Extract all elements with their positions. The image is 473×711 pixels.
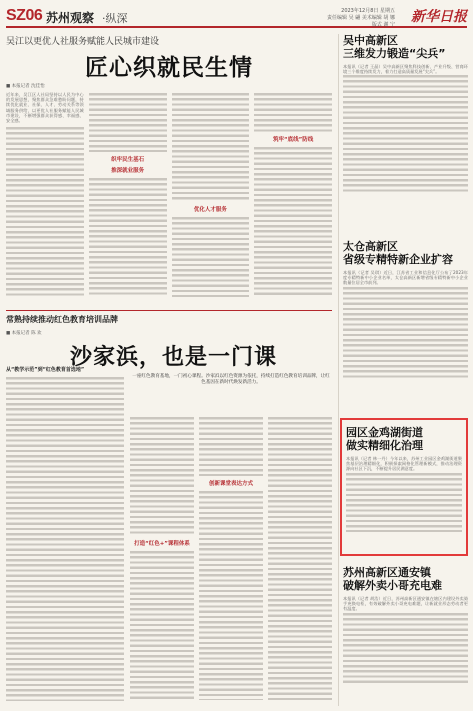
article-subhead: 推深就业服务: [111, 168, 145, 174]
section-subtitle: ·纵深: [102, 12, 128, 25]
body-text-lines: [89, 92, 167, 152]
newspaper-brand-logo: 新华日报: [411, 9, 467, 25]
article-headline: 匠心织就民生情: [85, 55, 253, 81]
article-subhead: 筑牢“底线”防线: [273, 137, 314, 143]
news-brief-taicang: [343, 240, 468, 400]
brief-lead: 本报讯（记者 林一丹）今年以来，苏州工业园区金鸡湖街道聚焦基层治理精细化，积极探索网格化管理新模式，推动治理资源向社区下沉，不断提升居民满意度。: [346, 456, 462, 472]
brief-body: [343, 596, 468, 696]
body-text-lines: [6, 126, 84, 296]
masthead: [6, 6, 467, 28]
article-shajiabang: [6, 326, 332, 706]
section-name: 苏州观察: [46, 11, 95, 25]
brief-body: [343, 270, 468, 390]
article-question: 从“教学示范”到“红色教育首选地”: [6, 367, 85, 373]
article-intro: 一座红色教育基地，一门初心课程。沙家浜以红色资源为依托，持续打造红色教育培训品牌，让红色基因在新时代焕发新活力。: [132, 374, 330, 385]
body-text-lines: [199, 416, 263, 476]
right-news-column: [338, 34, 467, 706]
body-column: [172, 92, 250, 297]
body-column: [199, 416, 263, 704]
body-column: [6, 92, 84, 297]
body-text-lines: [268, 416, 332, 701]
body-text-lines: [343, 612, 468, 684]
article-body-columns: [130, 416, 332, 704]
body-text-lines: [343, 74, 468, 194]
article-headline: 沙家浜，也是一门课: [70, 345, 278, 370]
article-subhead: 织牢民生基石: [111, 157, 145, 163]
article-subhead: 优化人才服务: [193, 207, 227, 213]
news-brief-wuzhong: [343, 34, 468, 224]
article-byline: ■ 本报记者 陈 欢: [6, 331, 42, 336]
body-text-lines: [254, 92, 332, 132]
body-text-lines: [130, 416, 194, 536]
body-text-lines: [172, 92, 250, 202]
page-number: SZ06: [6, 7, 43, 24]
body-column: [130, 416, 194, 704]
news-brief-jinjihu-highlighted: [340, 418, 468, 556]
body-text-lines: [130, 550, 194, 700]
body-text-lines: [199, 490, 263, 700]
brief-headline: 太仓高新区 省级专精特新企业扩容: [343, 240, 453, 266]
article-byline: ■ 本报记者 沈佳怡: [6, 84, 45, 89]
body-text-lines: [343, 286, 468, 378]
news-brief-tongan: [343, 566, 468, 706]
body-column: [254, 92, 332, 297]
article-subhead: 创新课堂表达方式: [208, 481, 253, 487]
body-column: [89, 92, 167, 297]
body-text-lines: [89, 177, 167, 297]
brief-lead: 本报讯（记者 王晶）吴中高新区聚焦科技创新、产业升级、营商环境三个维度持续发力，着力打造高质量发展“尖兵”。: [343, 64, 468, 75]
brief-lead: 本报讯（记者 吴琪）近日，江苏省工业和信息化厅公布了2023年度专精特新中小企业名单，太仓高新区新增省级专精特新中小企业数量位居全市前列。: [343, 270, 468, 286]
article-wujiang: [6, 34, 332, 304]
body-text-lines: [172, 216, 250, 297]
body-text-lines: [254, 146, 332, 296]
brief-headline: 苏州高新区通安镇 破解外卖小哥充电难: [343, 566, 442, 592]
brief-lead: 本报讯（记者 胡浩）近日，苏州高新区通安镇在辖区内建设外卖骑手充换电柜，有效破解外卖小哥充电难题，让新就业形态劳动者更有温度。: [343, 596, 468, 612]
brief-body: [343, 64, 468, 214]
brief-headline: 吴中高新区 三维发力锻造“尖兵”: [343, 34, 446, 60]
article-body-columns: [6, 92, 332, 297]
banner-label: 常熟持续推动红色教育培训品牌: [6, 315, 118, 324]
article-kicker: 吴江以更优人社服务赋能人民城市建设: [6, 37, 160, 47]
body-column: [268, 416, 332, 704]
article-body: 近年来，吴江区人社局坚持以人民为中心的发展思想，聚焦群众急难愁盼问题，持续优化就业、社保、人才、劳动关系等领域服务供给，以更优人社服务赋能人民城市建设，不断增强群众获得感、幸福感、安全感。: [6, 92, 84, 124]
brief-body: [346, 456, 462, 544]
body-text-lines: [346, 472, 462, 532]
left-body-column: [6, 366, 124, 706]
issue-meta: 2023年12月8日 星期五 责任编辑 吴 翩 美术编辑 胡 娜 版式 谢 宁: [327, 8, 395, 28]
article-subhead: 打造“红色+”课程体系: [134, 541, 190, 547]
body-text-lines: [6, 376, 124, 701]
brief-headline: 园区金鸡湖街道 做实精细化治理: [346, 426, 423, 452]
section-banner: [6, 310, 332, 324]
